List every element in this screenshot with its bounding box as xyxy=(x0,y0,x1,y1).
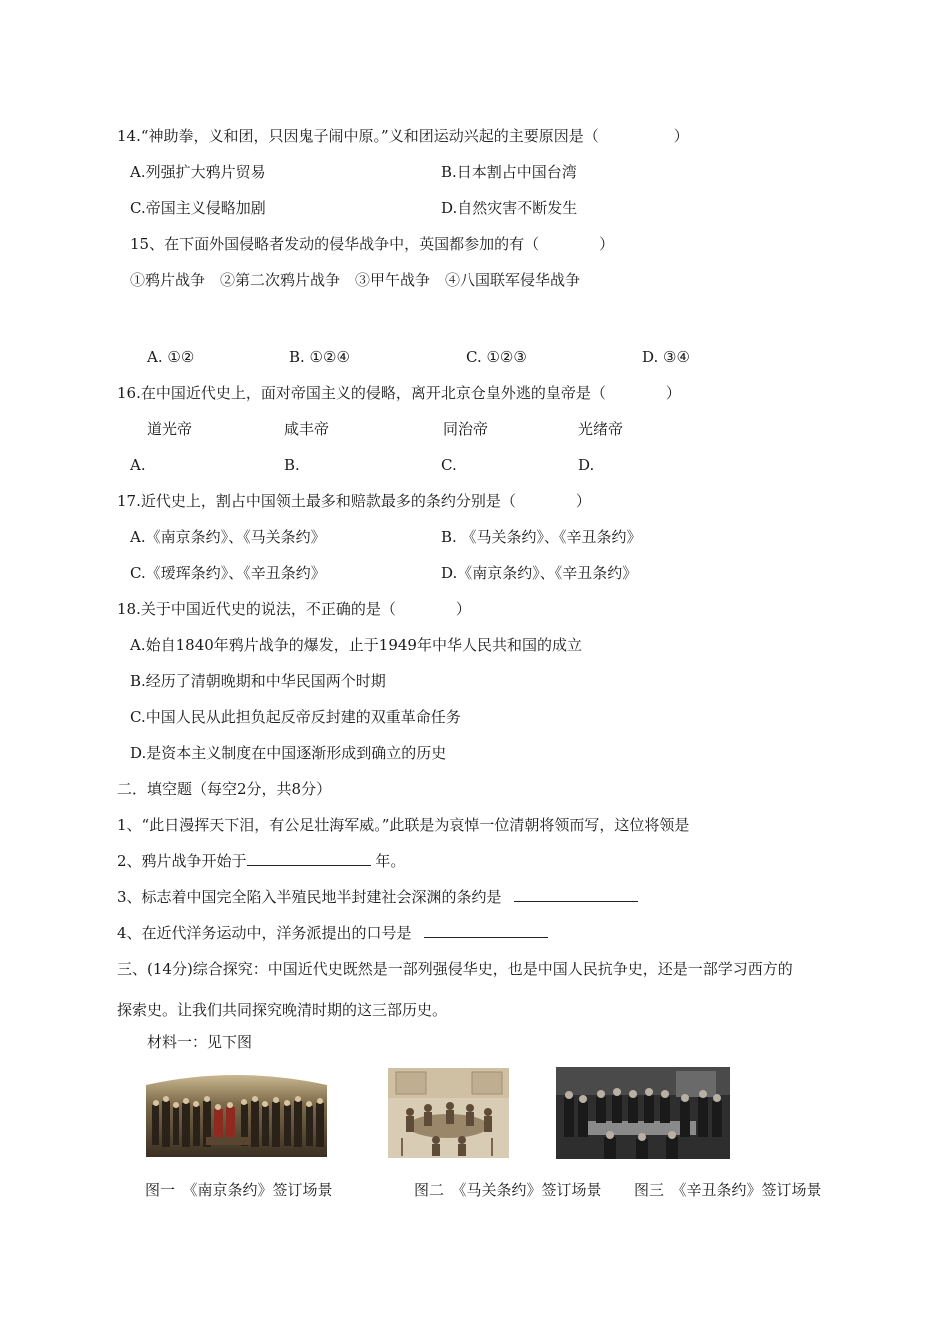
maguan-treaty-photo xyxy=(388,1068,509,1158)
fill-question-2-text: 2、鸦片战争开始于 xyxy=(117,852,247,870)
q15-items: ①鸦片战争 ②第二次鸦片战争 ③甲午战争 ④八国联军侵华战争 xyxy=(130,271,581,289)
xinchou-treaty-photo xyxy=(556,1067,730,1159)
q16-name-4: 光绪帝 xyxy=(578,420,624,438)
q15-option-a: A. ①② xyxy=(147,348,195,366)
fill-question-3-text: 3、标志着中国完全陷入半殖民地半封建社会深渊的条约是 xyxy=(117,888,502,906)
fill-question-1: 1、“此日漫挥天下泪，有公足壮海军威。”此联是为哀悼一位清朝将领而写，这位将领是 xyxy=(117,816,690,834)
fill-question-2-suffix: 年。 xyxy=(375,852,406,870)
q16-name-1: 道光帝 xyxy=(147,420,193,438)
q17-option-c: C.《瑷珲条约》、《辛丑条约》 xyxy=(130,564,326,582)
q15-option-d: D. ③④ xyxy=(642,348,690,366)
fill-question-3 xyxy=(117,887,638,907)
q18-option-a: A.始自1840年鸦片战争的爆发，止于1949年中华人民共和国的成立 xyxy=(130,636,582,654)
q16-option-c: C. xyxy=(441,456,457,474)
q16-name-3: 同治帝 xyxy=(443,420,489,438)
q17-stem: 17.近代史上，割占中国领土最多和赔款最多的条约分别是（ ） xyxy=(117,492,591,510)
nanjing-treaty-photo xyxy=(146,1071,327,1157)
q18-option-c: C.中国人民从此担负起反帝反封建的双重革命任务 xyxy=(130,708,461,726)
q17-option-b: B. 《马关条约》、《辛丑条约》 xyxy=(441,528,642,546)
q16-name-2: 咸丰帝 xyxy=(284,420,330,438)
q16-stem: 16.在中国近代史上，面对帝国主义的侵略，离开北京仓皇外逃的皇帝是（ ） xyxy=(117,384,681,402)
q16-option-d: D. xyxy=(578,456,595,474)
q14-option-d: D.自然灾害不断发生 xyxy=(441,199,578,217)
q16-option-b: B. xyxy=(284,456,300,474)
fill-question-4-text: 4、在近代洋务运动中，洋务派提出的口号是 xyxy=(117,924,412,942)
q14-option-c: C.帝国主义侵略加剧 xyxy=(130,199,266,217)
figure-3-caption: 图三 《辛丑条约》签订场景 xyxy=(634,1181,822,1199)
answer-blank[interactable] xyxy=(247,851,371,866)
q18-option-d: D.是资本主义制度在中国逐渐形成到确立的历史 xyxy=(130,744,447,762)
fill-question-2 xyxy=(117,851,405,871)
q15-option-c: C. ①②③ xyxy=(466,348,527,366)
section2-title: 二．填空题（每空2分，共8分） xyxy=(117,780,332,798)
figure-2-caption: 图二 《马关条约》签订场景 xyxy=(414,1181,602,1199)
q14-option-b: B.日本割占中国台湾 xyxy=(441,163,577,181)
q16-option-a: A. xyxy=(130,456,146,474)
q15-option-b: B. ①②④ xyxy=(289,348,350,366)
section3-intro-line2: 探索史。让我们共同探究晚清时期的这三部历史。 xyxy=(117,1001,448,1019)
q18-stem: 18.关于中国近代史的说法，不正确的是（ ） xyxy=(117,600,471,618)
answer-blank[interactable] xyxy=(514,887,638,902)
fill-question-4 xyxy=(117,923,548,943)
answer-blank[interactable] xyxy=(424,923,548,938)
q14-option-a: A.列强扩大鸦片贸易 xyxy=(130,163,266,181)
q18-option-b: B.经历了清朝晚期和中华民国两个时期 xyxy=(130,672,386,690)
material-one-label: 材料一：见下图 xyxy=(147,1033,253,1051)
section3-intro-line1: 三、(14分)综合探究：中国近代史既然是一部列强侵华史，也是中国人民抗争史，还是一部学习西方的 xyxy=(117,960,793,978)
figure-1-caption: 图一 《南京条约》签订场景 xyxy=(145,1181,333,1199)
q14-stem: 14.“神助拳，义和团，只因鬼子闹中原。”义和团运动兴起的主要原因是（ ） xyxy=(117,127,689,145)
q17-option-a: A.《南京条约》、《马关条约》 xyxy=(130,528,326,546)
q15-stem: 15、在下面外国侵略者发动的侵华战争中，英国都参加的有（ ） xyxy=(130,235,615,253)
q17-option-d: D.《南京条约》、《辛丑条约》 xyxy=(441,564,638,582)
